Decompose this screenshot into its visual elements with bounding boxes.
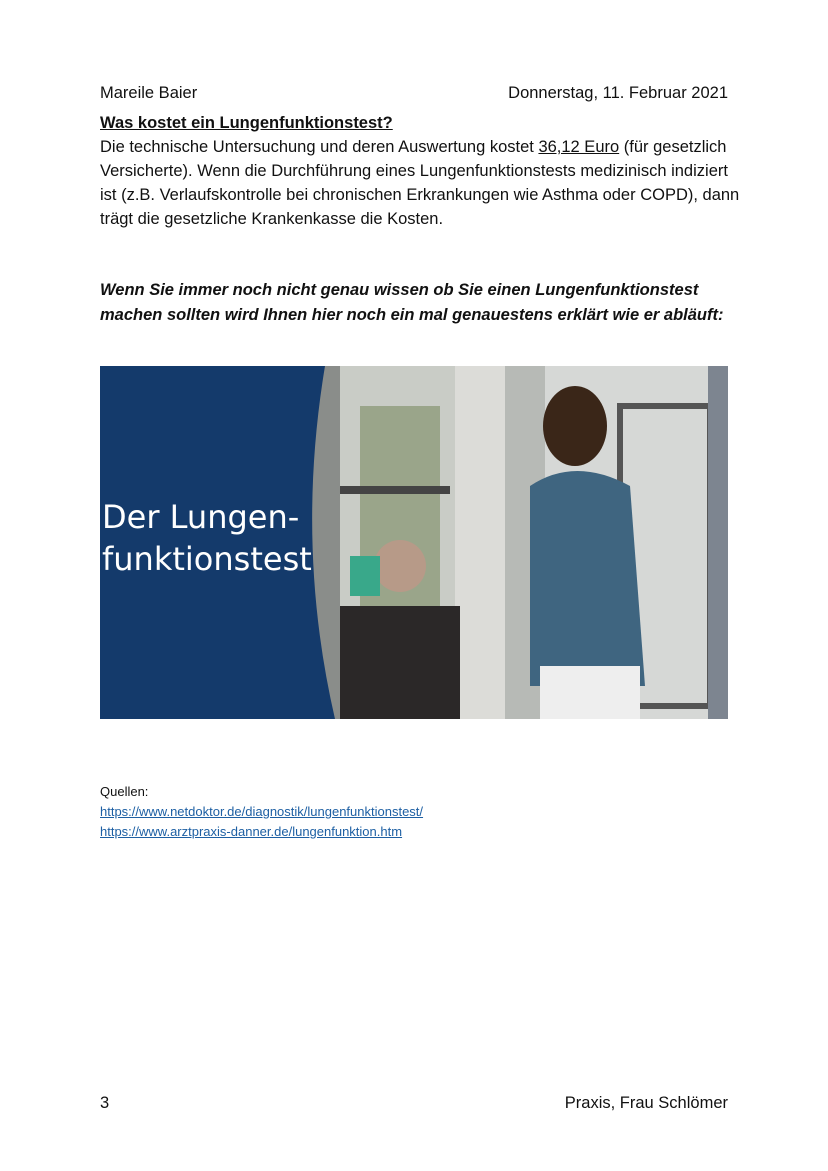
source-link-netdoktor[interactable]: https://www.netdoktor.de/diagnostik/lungenfunktionstest/ bbox=[100, 804, 424, 819]
author-name: Mareile Baier bbox=[100, 84, 198, 102]
video-thumbnail[interactable] bbox=[100, 366, 728, 719]
video-title-line2: funktionstest bbox=[102, 540, 312, 578]
page-number: 3 bbox=[100, 1094, 110, 1112]
video-title-line1: Der Lungen- bbox=[102, 498, 300, 536]
source-link-arztpraxis[interactable]: https://www.arztpraxis-danner.de/lungenfunktion.htm bbox=[100, 824, 403, 839]
document-date: Donnerstag, 11. Februar 2021 bbox=[508, 84, 728, 102]
price: 36,12 Euro bbox=[538, 138, 620, 156]
video-title bbox=[102, 496, 312, 580]
body-text: Die technische Untersuchung und deren Auswertung kostet bbox=[100, 138, 539, 156]
footer-practice: Praxis, Frau Schlömer bbox=[564, 1094, 728, 1112]
body-text-cont: (für gesetzlich Versicherte). Wenn die Durchführung eines Lungenfunktionstests medizinisch indiziert ist (z.B. Verlaufskontrolle bei chronischen Erkrankungen wie Asthma oder COPD), dann trägt die gesetzliche Krankenkasse die Kosten. bbox=[100, 138, 740, 228]
section-body bbox=[100, 135, 740, 231]
video-intro: Wenn Sie immer noch nicht genau wissen ob Sie einen Lungenfunktionstest machen sollten wird Ihnen hier noch ein mal genauestens erklärt wie er abläuft: bbox=[100, 281, 724, 324]
sources-label: Quellen: bbox=[100, 784, 149, 799]
section-heading: Was kostet ein Lungenfunktionstest? bbox=[100, 114, 393, 132]
sources bbox=[100, 782, 423, 842]
